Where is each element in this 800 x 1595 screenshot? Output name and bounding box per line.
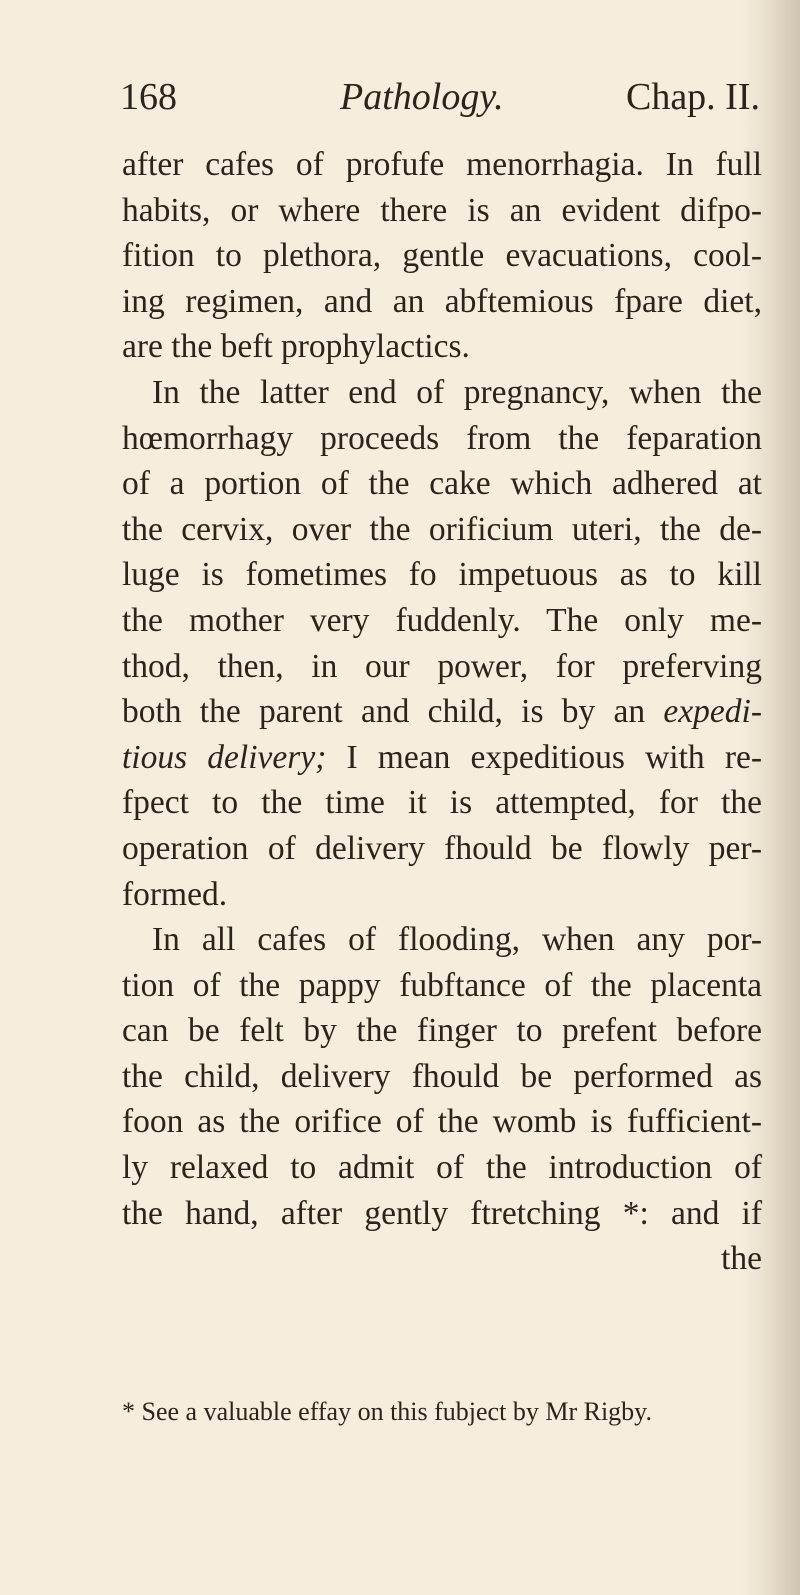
italic-text: expedi-: [663, 693, 762, 731]
text-line: operation of delivery fhould be flowly per-: [122, 829, 762, 867]
text-line: [122, 735, 762, 781]
text-line: hœmorrhagy proceeds from the feparation: [122, 419, 762, 457]
catchword: the: [721, 1240, 762, 1278]
text-line: the child, delivery fhould be performed as: [122, 1057, 762, 1095]
text-line: tion of the pappy fubftance of the placenta: [122, 966, 762, 1004]
text-line: after cafes of profufe menorrhagia. In full: [122, 146, 762, 183]
text-line: ing regimen, and an abftemious fpare diet,: [122, 282, 762, 320]
line-text: I mean expeditious with re-: [326, 738, 762, 776]
text-line: formed.: [122, 875, 228, 913]
text-line: can be felt by the finger to prefent before: [122, 1012, 762, 1050]
paragraph-start-line: In the latter end of pregnancy, when the: [152, 373, 762, 411]
text-line: the mother very fuddenly. The only me-: [122, 601, 762, 639]
text-line: luge is fometimes fo impetuous as to kill: [122, 556, 762, 594]
text-line: ly relaxed to admit of the introduction of: [122, 1149, 762, 1187]
text-line: fpect to the time it is attempted, for the: [122, 784, 762, 822]
paragraph-start-line: In all cafes of flooding, when any por-: [152, 921, 762, 959]
text-line: habits, or where there is an evident difpo-: [122, 191, 762, 229]
italic-text: tious delivery;: [122, 738, 327, 776]
text-line: [122, 689, 762, 735]
line-text: both the parent and child, is by an: [122, 693, 646, 731]
body-text: [122, 142, 762, 1282]
text-line: foon as the orifice of the womb is fufficient-: [122, 1103, 762, 1141]
text-line: of a portion of the cake which adhered at: [122, 465, 762, 503]
page-number: 168: [120, 76, 177, 118]
running-title: Pathology.: [340, 76, 504, 118]
text-line: are the beft prophylactics.: [122, 328, 470, 366]
text-line: thod, then, in our power, for preferving: [122, 647, 762, 685]
running-head: [120, 72, 760, 122]
text-line: the cervix, over the orificium uteri, the de-: [122, 510, 762, 548]
text-line: fition to plethora, gentle evacuations, cool-: [122, 237, 762, 275]
text-line: the hand, after gently ftretching *: and if: [122, 1194, 762, 1232]
chapter-label: Chap. II.: [625, 76, 760, 118]
footnote: * See a valuable effay on this fubject by Mr Rigby.: [122, 1397, 652, 1426]
